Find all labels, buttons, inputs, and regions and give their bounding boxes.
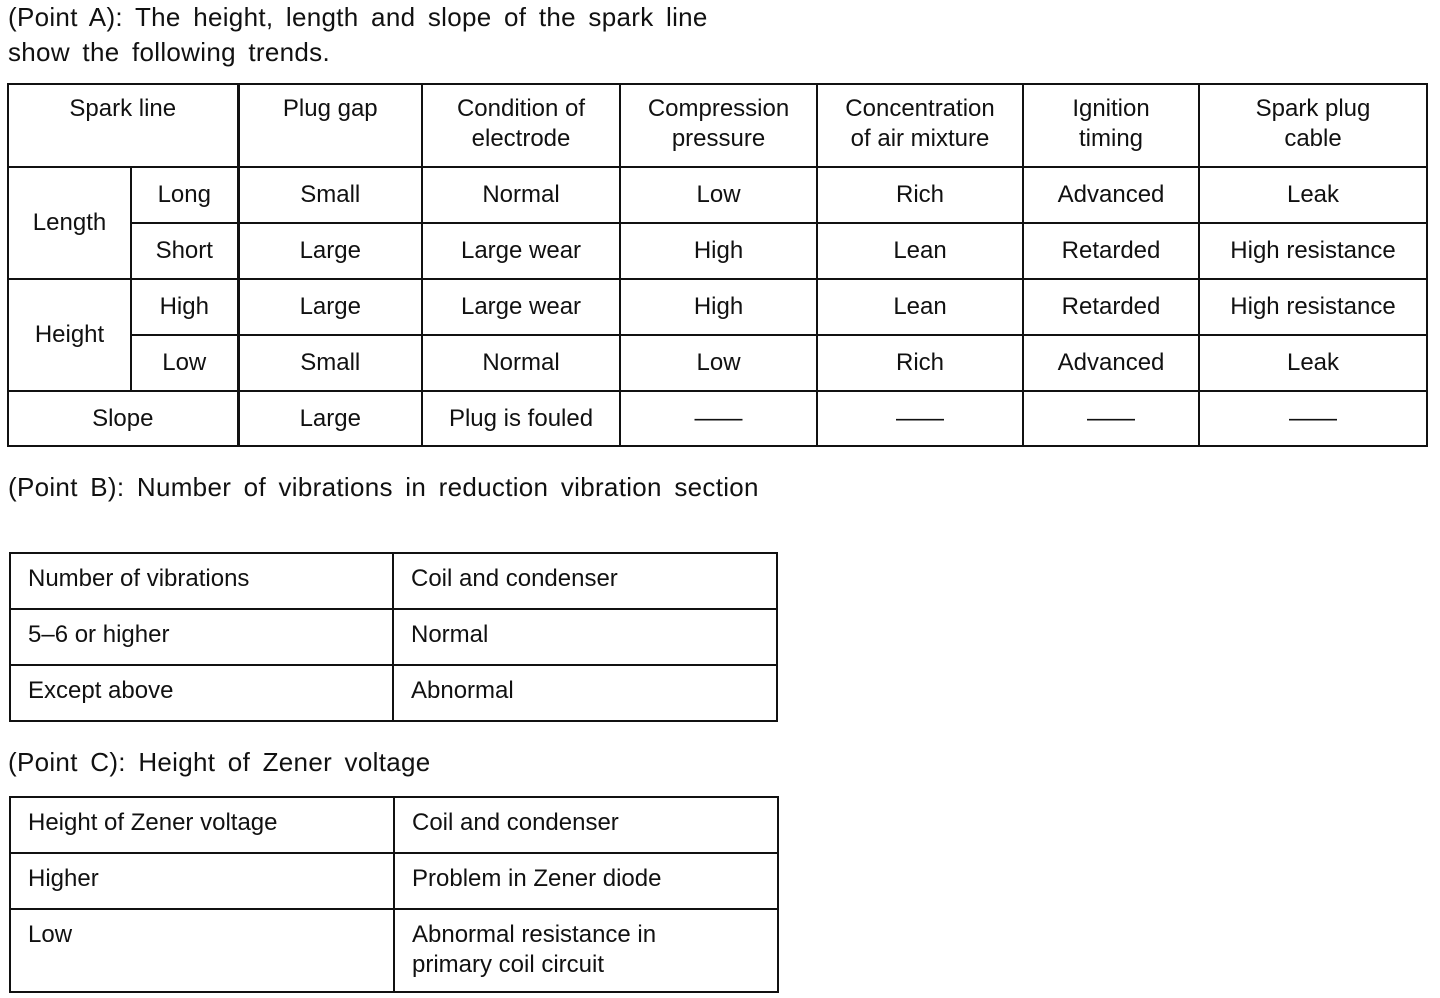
table-row [8, 223, 1427, 279]
cell-cable: Leak [1199, 167, 1427, 223]
vibrations-cell: Normal [393, 609, 777, 665]
cell-ignition: Advanced [1023, 335, 1199, 391]
table-row [10, 909, 778, 992]
vibrations-header-left: Number of vibrations [10, 553, 393, 609]
header-spark-line: Spark line [8, 84, 238, 167]
cell-electrode: Large wear [422, 279, 620, 335]
table-row [10, 553, 777, 609]
point-b-heading: (Point B): Number of vibrations in reduction vibration section [8, 472, 759, 502]
vibrations-cell: Except above [10, 665, 393, 721]
cell-ignition: Advanced [1023, 167, 1199, 223]
group-length: Length [8, 167, 131, 279]
cell-cable-dash: —— [1199, 391, 1427, 446]
point-a-heading-line1: (Point A): The height, length and slope of the spark line [8, 2, 708, 32]
cell-plug-gap: Small [238, 335, 422, 391]
cell-compression-dash: —— [620, 391, 817, 446]
vibrations-cell: 5–6 or higher [10, 609, 393, 665]
header-plug-gap: Plug gap [238, 84, 422, 167]
zener-cell: Problem in Zener diode [394, 853, 778, 909]
sub-label: Low [131, 335, 238, 391]
cell-concentration: Lean [817, 223, 1023, 279]
point-a-heading [8, 0, 708, 70]
cell-concentration: Rich [817, 335, 1023, 391]
table-row [10, 665, 777, 721]
point-c-heading: (Point C): Height of Zener voltage [8, 747, 431, 777]
table-row [8, 279, 1427, 335]
header-ignition-timing: Ignition timing [1023, 84, 1199, 167]
cell-electrode: Plug is fouled [422, 391, 620, 446]
vibrations-table [9, 552, 778, 722]
cell-concentration: Lean [817, 279, 1023, 335]
header-condition-of-electrode: Condition of electrode [422, 84, 620, 167]
table-row-slope [8, 391, 1427, 446]
zener-cell-multiline: Abnormal resistance in primary coil circuit [394, 909, 778, 992]
zener-header-left: Height of Zener voltage [10, 797, 394, 853]
table-header-row [8, 84, 1427, 167]
sub-label: Short [131, 223, 238, 279]
spark-line-trends-table [7, 83, 1428, 447]
point-a-heading-line2: show the following trends. [8, 37, 330, 67]
cell-compression: Low [620, 167, 817, 223]
vibrations-cell: Abnormal [393, 665, 777, 721]
cell-ignition: Retarded [1023, 223, 1199, 279]
header-compression-pressure: Compression pressure [620, 84, 817, 167]
cell-compression: High [620, 279, 817, 335]
header-spark-plug-cable: Spark plug cable [1199, 84, 1427, 167]
cell-electrode: Large wear [422, 223, 620, 279]
cell-cable: High resistance [1199, 279, 1427, 335]
cell-compression: Low [620, 335, 817, 391]
header-concentration-of-air-mixture: Concentration of air mixture [817, 84, 1023, 167]
table-row [10, 797, 778, 853]
cell-plug-gap: Large [238, 279, 422, 335]
table-row [10, 853, 778, 909]
cell-cable: High resistance [1199, 223, 1427, 279]
zener-voltage-table [9, 796, 779, 993]
cell-electrode: Normal [422, 335, 620, 391]
cell-plug-gap: Large [238, 391, 422, 446]
group-slope: Slope [8, 391, 238, 446]
zener-cell: Low [10, 909, 394, 992]
cell-ignition: Retarded [1023, 279, 1199, 335]
vibrations-header-right: Coil and condenser [393, 553, 777, 609]
cell-electrode: Normal [422, 167, 620, 223]
cell-cable: Leak [1199, 335, 1427, 391]
cell-plug-gap: Small [238, 167, 422, 223]
table-row [8, 167, 1427, 223]
zener-header-right: Coil and condenser [394, 797, 778, 853]
table-row [10, 609, 777, 665]
zener-cell: Higher [10, 853, 394, 909]
cell-concentration-dash: —— [817, 391, 1023, 446]
sub-label: High [131, 279, 238, 335]
cell-plug-gap: Large [238, 223, 422, 279]
cell-concentration: Rich [817, 167, 1023, 223]
cell-compression: High [620, 223, 817, 279]
group-height: Height [8, 279, 131, 391]
cell-ignition-dash: —— [1023, 391, 1199, 446]
table-row [8, 335, 1427, 391]
sub-label: Long [131, 167, 238, 223]
